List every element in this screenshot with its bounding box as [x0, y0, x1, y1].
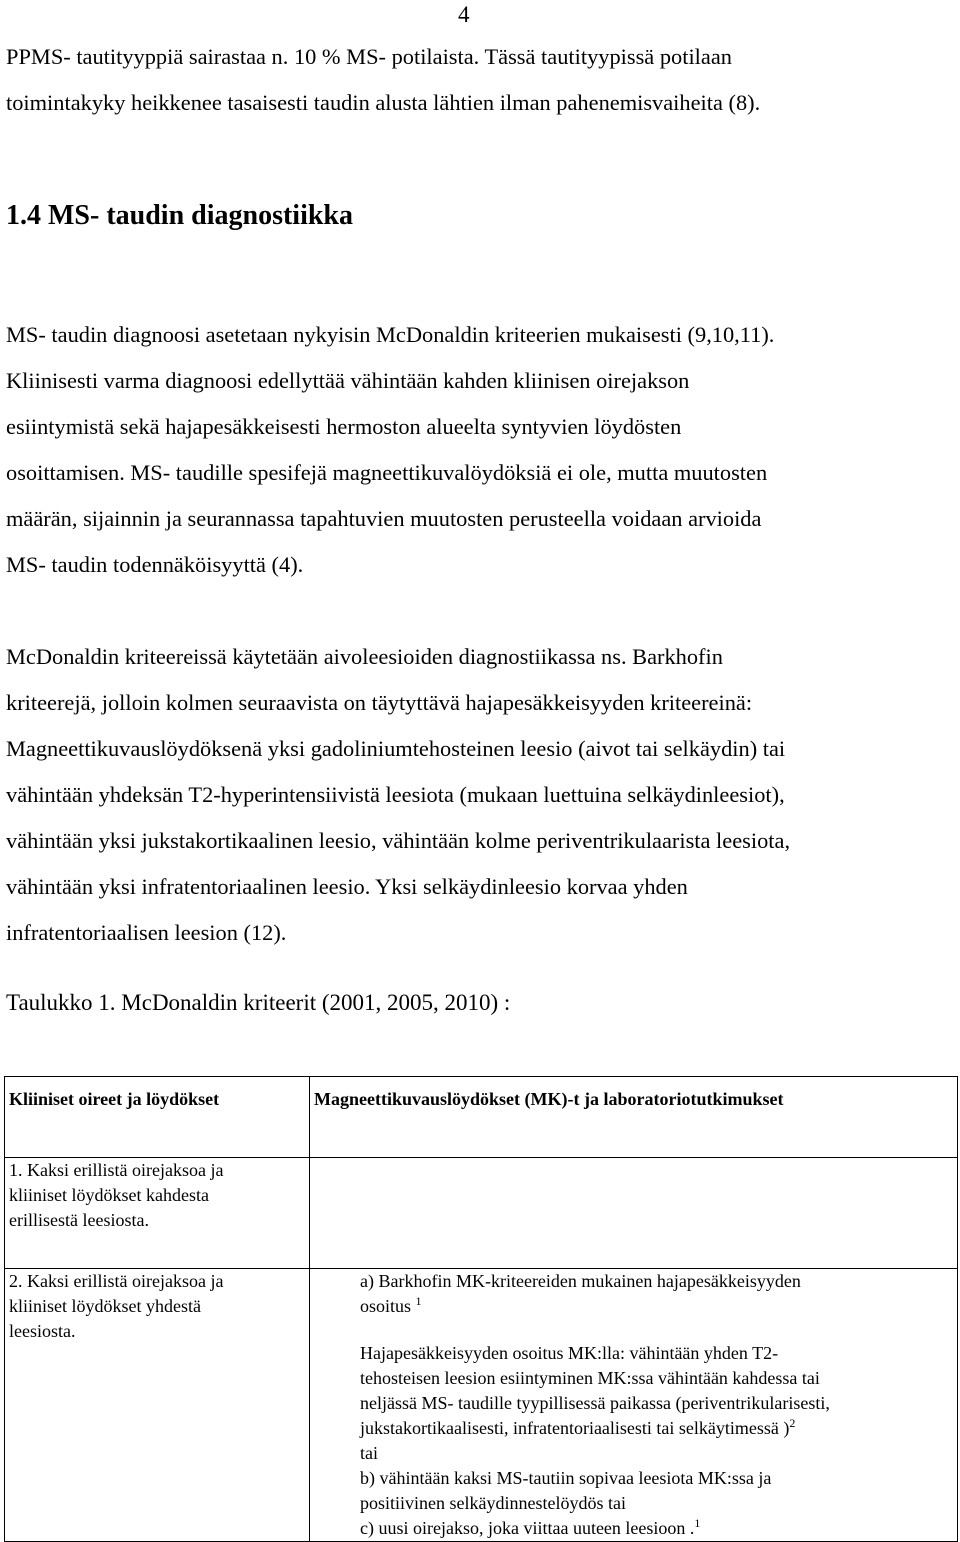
criterion-detail	[360, 1341, 953, 1466]
text-line: infratentoriaalisen leesion (12).	[6, 920, 287, 945]
mcdonald-criteria-table	[4, 1076, 958, 1542]
cell-line: a) Barkhofin MK-kriteereiden mukainen hajapesäkkeisyyden	[360, 1271, 801, 1291]
text-line: MS- taudin diagnoosi asetetaan nykyisin McDonaldin kriteerien mukaisesti (9,10,11).	[6, 322, 775, 347]
cell-line	[360, 1516, 953, 1541]
page-number: 4	[458, 2, 470, 27]
cell-line: kliiniset löydökset kahdesta	[9, 1185, 209, 1205]
cell-text: jukstakortikaalisesti, infratentoriaalisesti tai selkäytimessä )	[360, 1418, 790, 1438]
cell-line: leesiosta.	[9, 1321, 76, 1341]
cell-line: 2. Kaksi erillistä oirejaksoa ja	[9, 1271, 224, 1291]
text-line: Magneettikuvauslöydöksenä yksi gadoliniumtehosteinen leesio (aivot tai selkäydin) tai	[6, 736, 786, 761]
paragraph-ppms	[6, 34, 956, 126]
footnote-ref: 1	[415, 1294, 422, 1308]
header-clinical: Kliiniset oireet ja löydökset	[5, 1077, 310, 1158]
cell-line: erillisestä leesiosta.	[9, 1210, 149, 1230]
table-row	[5, 1158, 958, 1269]
cell-line: tehosteisen leesion esiintyminen MK:ssa vähintään kahdessa tai	[360, 1368, 820, 1388]
cell-line	[360, 1294, 953, 1319]
text-line: määrän, sijainnin ja seurannassa tapahtuvien muutosten perusteella voidaan arvioida	[6, 506, 762, 531]
cell-line: positiivinen selkäydinnestelöydös tai	[360, 1493, 626, 1513]
cell-line: tai	[360, 1443, 378, 1463]
cell-line: Hajapesäkkeisyyden osoitus MK:lla: vähintään yhden T2-	[360, 1343, 779, 1363]
footnote-ref: 1	[694, 1516, 701, 1530]
text-line: esiintymistä sekä hajapesäkkeisesti hermoston alueelta syntyvien löydösten	[6, 414, 682, 439]
row1-mri-cell	[310, 1158, 958, 1269]
cell-text: c) uusi oirejakso, joka viittaa uuteen leesioon .	[360, 1518, 695, 1538]
row2-mri-cell	[310, 1269, 958, 1542]
text-line: kriteerejä, jolloin kolmen seuraavista on täytyttävä hajapesäkkeisyyden kriteereinä:	[6, 690, 753, 715]
row1-clinical-cell	[5, 1158, 310, 1269]
text-line: toimintakyky heikkenee tasaisesti taudin alusta lähtien ilman pahenemisvaiheita (8).	[6, 90, 761, 115]
criterion-a	[360, 1269, 953, 1319]
table-caption: Taulukko 1. McDonaldin kriteerit (2001, 2005, 2010) :	[6, 990, 511, 1015]
cell-line	[360, 1416, 953, 1441]
text-line: Kliinisesti varma diagnoosi edellyttää vähintään kahden kliinisen oirejakson	[6, 368, 690, 393]
paragraph-diagnosis	[6, 312, 956, 588]
criterion-b	[360, 1466, 953, 1516]
spacer	[360, 1319, 953, 1341]
paragraph-barkhof	[6, 634, 956, 956]
cell-line: 1. Kaksi erillistä oirejaksoa ja	[9, 1160, 224, 1180]
text-line: vähintään yksi infratentoriaalinen leesio. Yksi selkäydinleesio korvaa yhden	[6, 874, 688, 899]
cell-text: osoitus	[360, 1296, 412, 1316]
text-line: MS- taudin todennäköisyyttä (4).	[6, 552, 304, 577]
cell-line: b) vähintään kaksi MS-tautiin sopivaa leesiota MK:ssa ja	[360, 1468, 772, 1488]
text-line: osoittamisen. MS- taudille spesifejä magneettikuvalöydöksiä ei ole, mutta muutosten	[6, 460, 768, 485]
text-line: vähintään yksi jukstakortikaalinen leesio, vähintään kolme periventrikulaarista leesiota,	[6, 828, 791, 853]
table-header-row	[5, 1077, 958, 1158]
criterion-c	[360, 1516, 953, 1541]
section-heading: 1.4 MS- taudin diagnostiikka	[6, 200, 353, 231]
footnote-ref: 2	[789, 1416, 796, 1430]
header-mri-lab: Magneettikuvauslöydökset (MK)-t ja laboratoriotutkimukset	[310, 1077, 958, 1158]
text-line: PPMS- tautityyppiä sairastaa n. 10 % MS- potilaista. Tässä tautityypissä potilaan	[6, 44, 732, 69]
cell-line: neljässä MS- taudille tyypillisessä paikassa (periventrikularisesti,	[360, 1393, 830, 1413]
text-line: McDonaldin kriteereissä käytetään aivoleesioiden diagnostiikassa ns. Barkhofin	[6, 644, 723, 669]
table-row	[5, 1269, 958, 1542]
text-line: vähintään yhdeksän T2-hyperintensiivistä leesiota (mukaan luettuina selkäydinleesiot),	[6, 782, 785, 807]
row2-clinical-cell	[5, 1269, 310, 1542]
cell-line: kliiniset löydökset yhdestä	[9, 1296, 201, 1316]
